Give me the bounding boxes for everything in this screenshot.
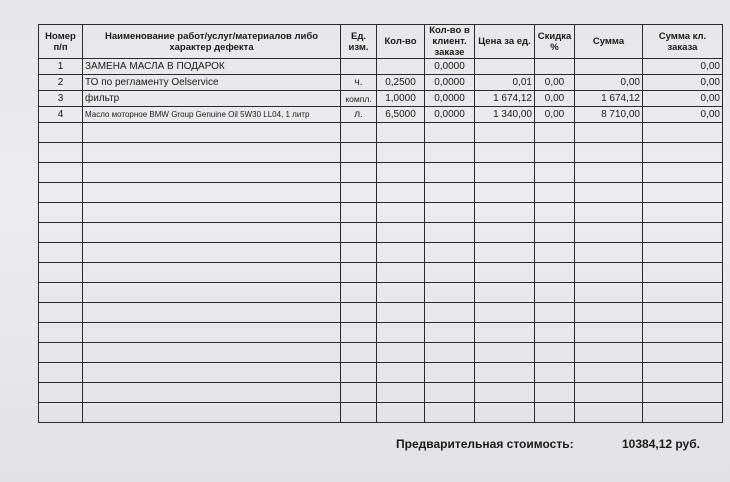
cell-unit: ч. [341, 75, 377, 91]
cell-sum: 0,00 [575, 75, 643, 91]
cell-num: 1 [39, 59, 83, 75]
cell-client-qty: 0,0000 [425, 75, 475, 91]
header-unit: Ед. изм. [341, 25, 377, 59]
cell-name: ЗАМЕНА МАСЛА В ПОДАРОК [83, 59, 341, 75]
cell-client-sum: 0,00 [643, 107, 723, 123]
cell-qty: 6,5000 [377, 107, 425, 123]
cell-client-qty: 0,0000 [425, 107, 475, 123]
table-row [39, 75, 723, 91]
empty-row [39, 143, 723, 163]
header-client-qty: Кол-во в клиент. заказе [425, 25, 475, 59]
header-sum: Сумма [575, 25, 643, 59]
table-row [39, 91, 723, 107]
cell-qty: 0,2500 [377, 75, 425, 91]
cell-num: 4 [39, 107, 83, 123]
empty-row [39, 283, 723, 303]
cell-price: 1 340,00 [475, 107, 535, 123]
header-qty: Кол-во [377, 25, 425, 59]
cell-sum: 8 710,00 [575, 107, 643, 123]
empty-row [39, 203, 723, 223]
cell-name: Масло моторное BMW Group Genuine Oil 5W30 LL04, 1 литр [83, 107, 341, 123]
cell-sum [575, 59, 643, 75]
cell-unit [341, 59, 377, 75]
cell-discount [535, 59, 575, 75]
empty-row [39, 343, 723, 363]
cell-price: 0,01 [475, 75, 535, 91]
preliminary-total-value: 10384,12 руб. [622, 437, 700, 451]
cell-unit: л. [341, 107, 377, 123]
cell-name: фильтр [83, 91, 341, 107]
cell-price [475, 59, 535, 75]
header-discount: Скидка % [535, 25, 575, 59]
empty-row [39, 263, 723, 283]
cell-client-qty: 0,0000 [425, 59, 475, 75]
preliminary-total-label: Предварительная стоимость: [396, 437, 574, 451]
empty-row [39, 243, 723, 263]
cell-num: 3 [39, 91, 83, 107]
empty-row [39, 383, 723, 403]
table-header-row [39, 25, 723, 59]
work-order-table-area [38, 24, 722, 444]
cell-unit: компл. [341, 91, 377, 107]
cell-num: 2 [39, 75, 83, 91]
header-client-sum: Сумма кл. заказа [643, 25, 723, 59]
cell-price: 1 674,12 [475, 91, 535, 107]
cell-client-sum: 0,00 [643, 91, 723, 107]
empty-row [39, 323, 723, 343]
empty-row [39, 403, 723, 423]
cell-qty [377, 59, 425, 75]
cell-discount: 0,00 [535, 91, 575, 107]
work-order-table [38, 24, 723, 423]
cell-client-sum: 0,00 [643, 75, 723, 91]
cell-name: ТО по регламенту Oelservice [83, 75, 341, 91]
cell-client-qty: 0,0000 [425, 91, 475, 107]
cell-discount: 0,00 [535, 107, 575, 123]
table-row [39, 59, 723, 75]
cell-client-sum: 0,00 [643, 59, 723, 75]
header-price: Цена за ед. [475, 25, 535, 59]
header-name: Наименование работ/услуг/материалов либо характер дефекта [83, 25, 341, 59]
empty-row [39, 223, 723, 243]
header-num: Номер п/п [39, 25, 83, 59]
empty-row [39, 363, 723, 383]
empty-row [39, 163, 723, 183]
table-row [39, 107, 723, 123]
preliminary-total [396, 437, 700, 451]
empty-row [39, 303, 723, 323]
cell-sum: 1 674,12 [575, 91, 643, 107]
cell-discount: 0,00 [535, 75, 575, 91]
empty-row [39, 183, 723, 203]
cell-qty: 1,0000 [377, 91, 425, 107]
empty-row [39, 123, 723, 143]
